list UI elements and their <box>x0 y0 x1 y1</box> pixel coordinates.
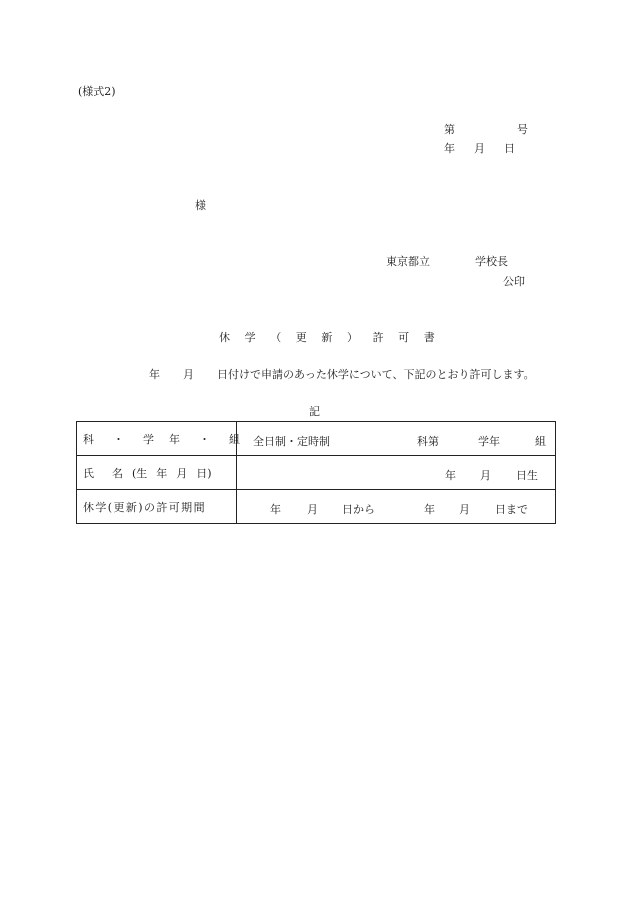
issuer-school-prefix: 東京都立 <box>386 255 430 268</box>
detail-table <box>76 421 556 524</box>
issuer-title: 学校長 <box>475 255 508 268</box>
title-char: 学 <box>244 331 256 344</box>
form-label: (様式2) <box>78 85 116 98</box>
number-suffix: 号 <box>517 123 528 136</box>
to-month: 月 <box>459 503 470 516</box>
from-day: 日から <box>342 503 375 516</box>
statement-month: 月 <box>183 368 194 381</box>
class-group: 組 <box>535 435 546 448</box>
table-row <box>77 456 556 490</box>
label-char: 年 <box>156 466 168 480</box>
value-leave-period[interactable] <box>237 490 556 524</box>
label-text: 休学(更新)の許可期間 <box>83 500 206 514</box>
department: 科第 <box>417 435 439 448</box>
table-row <box>77 490 556 524</box>
record-mark: 記 <box>309 405 320 418</box>
label-char: 学 <box>143 432 154 446</box>
from-year: 年 <box>270 503 281 516</box>
to-year: 年 <box>424 503 435 516</box>
title-char: ） <box>346 331 358 344</box>
date-month: 月 <box>474 142 485 155</box>
date-day: 日 <box>504 142 515 155</box>
label-char: 年 <box>169 432 180 446</box>
from-month: 月 <box>307 503 318 516</box>
date-year: 年 <box>444 142 455 155</box>
value-name-birthdate[interactable] <box>237 456 556 490</box>
document-number-line <box>444 124 528 135</box>
title-char: （ <box>270 331 282 344</box>
title-char: 書 <box>423 331 435 344</box>
label-char: ・ <box>113 432 124 446</box>
birth-month: 月 <box>480 469 491 482</box>
title-char: 更 <box>295 331 307 344</box>
statement-year: 年 <box>149 368 160 381</box>
table-row <box>77 422 556 456</box>
birth-year: 年 <box>445 469 456 482</box>
label-class-grade <box>77 422 240 456</box>
title-char: 新 <box>321 331 333 344</box>
issuer-line <box>386 256 508 267</box>
title-char: 許 <box>372 331 384 344</box>
official-seal-text: 公印 <box>503 275 525 288</box>
number-prefix: 第 <box>444 123 455 136</box>
statement-text: 日付けで申請のあった休学について、下記のとおり許可します。 <box>217 368 535 381</box>
school-system: 全日制・定時制 <box>253 435 330 448</box>
permission-statement <box>149 369 535 380</box>
issue-date-line <box>444 143 515 154</box>
label-char: ・ <box>199 432 210 446</box>
document-title <box>219 332 435 343</box>
title-char: 可 <box>398 331 410 344</box>
label-char: 氏 <box>83 466 94 480</box>
grade: 学年 <box>478 435 500 448</box>
label-char: 科 <box>83 432 94 446</box>
value-class-grade[interactable] <box>237 422 556 456</box>
label-char: (生 <box>132 466 148 480</box>
label-char: 月 <box>176 466 188 480</box>
addressee-honorific: 様 <box>195 199 206 212</box>
label-name-birthdate <box>77 456 237 490</box>
to-day: 日まで <box>495 503 528 516</box>
label-char: 名 <box>112 466 123 480</box>
title-char: 休 <box>219 331 230 344</box>
label-char: 日) <box>196 466 212 480</box>
birth-day: 日生 <box>516 469 538 482</box>
label-char: 組 <box>229 432 240 446</box>
label-leave-period <box>77 490 237 524</box>
